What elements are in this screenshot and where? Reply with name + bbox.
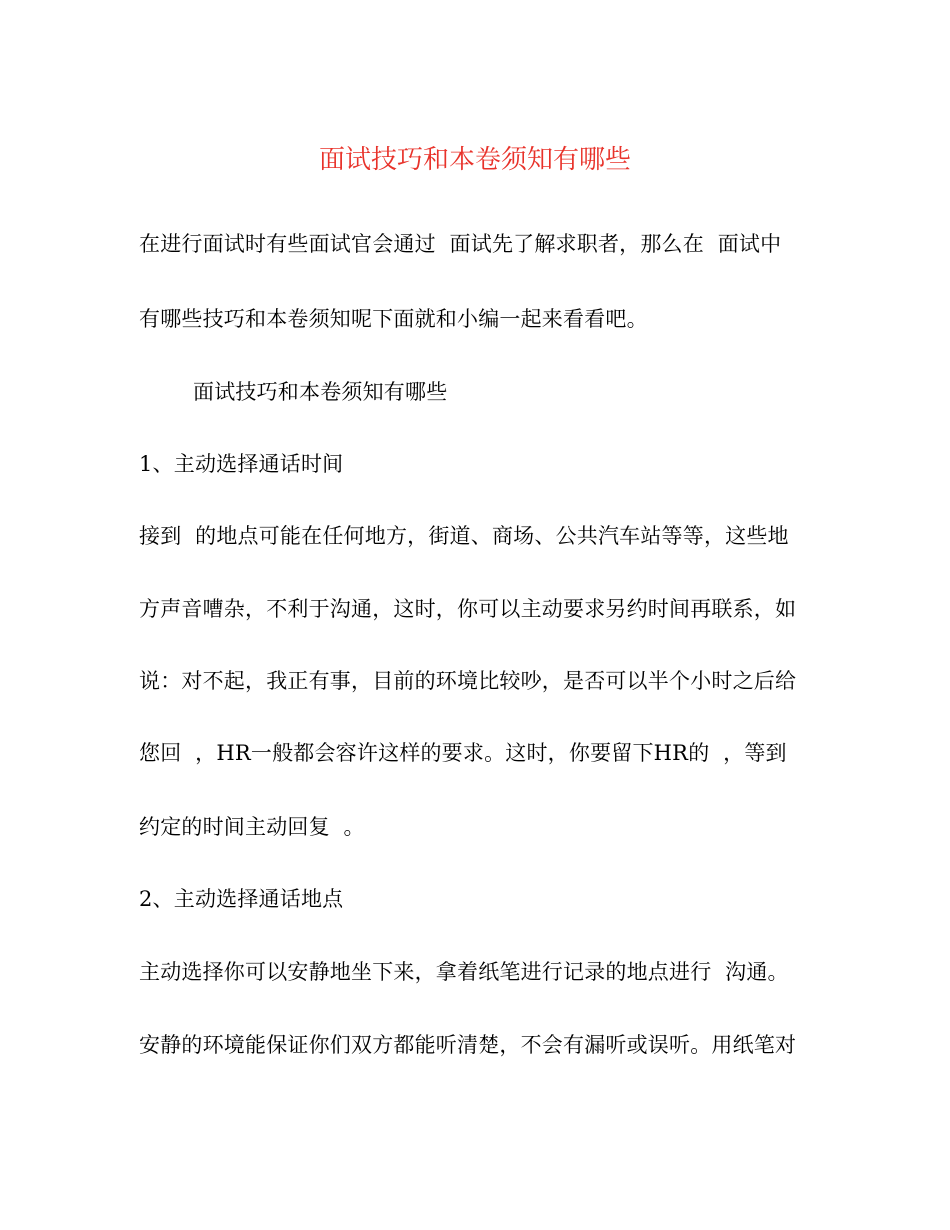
paragraph-line: 方声音嘈杂，不利于沟通，这时，你可以主动要求另约时间再联系，如	[139, 597, 797, 621]
paragraph-line: 在进行面试时有些面试官会通过 面试先了解求职者，那么在 面试中	[139, 232, 782, 256]
paragraph-line: 有哪些技巧和本卷须知呢下面就和小编一起来看看吧。	[139, 307, 648, 331]
document-title: 面试技巧和本卷须知有哪些	[318, 145, 631, 175]
paragraph-line: 说：对不起，我正有事，目前的环境比较吵，是否可以半个小时之后给	[139, 669, 797, 693]
list-heading: 2、主动选择通话地点	[139, 887, 344, 911]
paragraph-line: 安静的环境能保证你们双方都能听清楚，不会有漏听或误听。用纸笔对	[139, 1033, 797, 1057]
list-heading: 1、主动选择通话时间	[139, 452, 344, 476]
paragraph-line: 您回 ，HR一般都会容许这样的要求。这时，你要留下HR的 ，等到	[139, 741, 787, 765]
paragraph-line: 约定的时间主动回复 。	[139, 815, 365, 839]
paragraph-line: 主动选择你可以安静地坐下来，拿着纸笔进行记录的地点进行 沟通。	[139, 960, 789, 984]
section-heading: 面试技巧和本卷须知有哪些	[193, 380, 448, 404]
paragraph-line: 接到 的地点可能在任何地方，街道、商场、公共汽车站等等，这些地	[139, 524, 789, 548]
